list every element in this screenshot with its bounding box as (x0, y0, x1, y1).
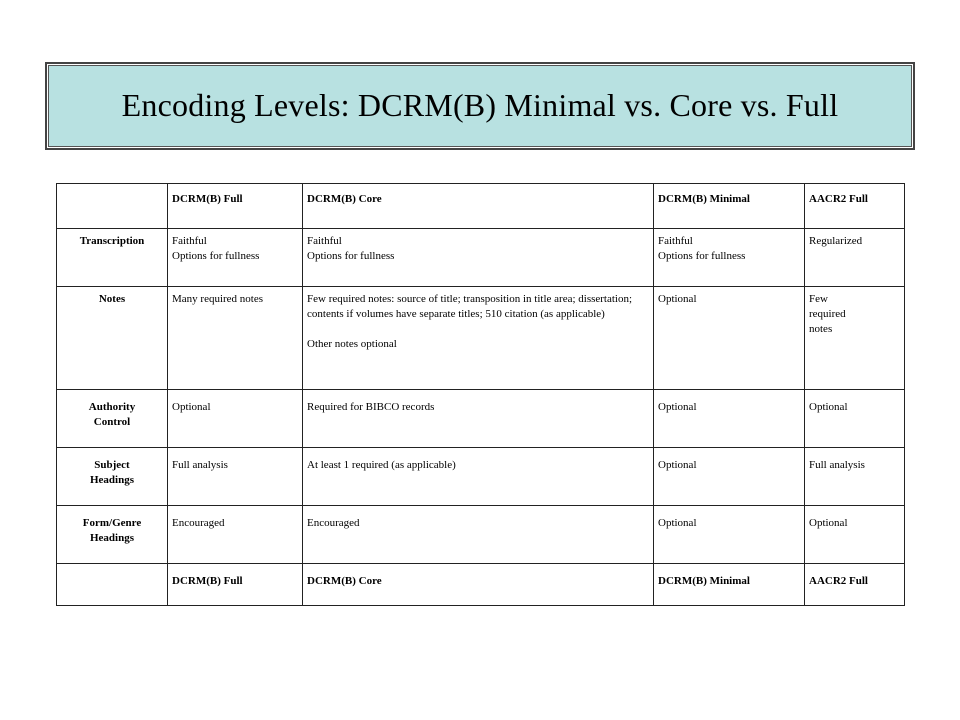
cell-subject-dcrmb-full: Full analysis (168, 448, 303, 506)
table-row-authority-control (57, 390, 905, 448)
cell-subject-aacr2-full: Full analysis (805, 448, 905, 506)
slide-title: Encoding Levels: DCRM(B) Minimal vs. Core vs. Full (121, 87, 839, 123)
footer-column-dcrmb-core: DCRM(B) Core (303, 564, 654, 606)
column-header-dcrmb-full: DCRM(B) Full (168, 184, 303, 229)
cell-notes-dcrmb-minimal: Optional (654, 287, 805, 390)
footer-row (57, 564, 905, 606)
cell-notes-dcrmb-full: Many required notes (168, 287, 303, 390)
table-row-subject-headings (57, 448, 905, 506)
cell-notes-dcrmb-core: Few required notes: source of title; transposition in title area; dissertation; contents if volumes have separate titles; 510 citation (as applicable) Other notes optional (303, 287, 654, 390)
footer-column-dcrmb-minimal: DCRM(B) Minimal (654, 564, 805, 606)
cell-form-genre-aacr2-full: Optional (805, 506, 905, 564)
column-header-aacr2-full: AACR2 Full (805, 184, 905, 229)
cell-transcription-dcrmb-full: Faithful Options for fullness (168, 229, 303, 287)
cell-form-genre-dcrmb-core: Encouraged (303, 506, 654, 564)
cell-form-genre-dcrmb-full: Encouraged (168, 506, 303, 564)
table-row-form-genre-headings (57, 506, 905, 564)
footer-corner-cell (57, 564, 168, 606)
column-header-dcrmb-core: DCRM(B) Core (303, 184, 654, 229)
footer-column-aacr2-full: AACR2 Full (805, 564, 905, 606)
row-header-authority-control: Authority Control (57, 390, 168, 448)
cell-subject-dcrmb-core: At least 1 required (as applicable) (303, 448, 654, 506)
cell-transcription-aacr2-full: Regularized (805, 229, 905, 287)
row-header-subject-headings: Subject Headings (57, 448, 168, 506)
table-row-transcription (57, 229, 905, 287)
row-header-notes: Notes (57, 287, 168, 390)
cell-authority-dcrmb-minimal: Optional (654, 390, 805, 448)
header-corner-cell (57, 184, 168, 229)
header-row (57, 184, 905, 229)
footer-column-dcrmb-full: DCRM(B) Full (168, 564, 303, 606)
row-header-form-genre-headings: Form/Genre Headings (57, 506, 168, 564)
cell-authority-dcrmb-core: Required for BIBCO records (303, 390, 654, 448)
cell-authority-aacr2-full: Optional (805, 390, 905, 448)
cell-notes-aacr2-full: Few required notes (805, 287, 905, 390)
cell-subject-dcrmb-minimal: Optional (654, 448, 805, 506)
cell-form-genre-dcrmb-minimal: Optional (654, 506, 805, 564)
table-row-notes (57, 287, 905, 390)
cell-authority-dcrmb-full: Optional (168, 390, 303, 448)
column-header-dcrmb-minimal: DCRM(B) Minimal (654, 184, 805, 229)
row-header-transcription: Transcription (57, 229, 168, 287)
cell-transcription-dcrmb-core: Faithful Options for fullness (303, 229, 654, 287)
title-banner (45, 62, 915, 150)
encoding-levels-table (56, 183, 905, 606)
cell-transcription-dcrmb-minimal: Faithful Options for fullness (654, 229, 805, 287)
